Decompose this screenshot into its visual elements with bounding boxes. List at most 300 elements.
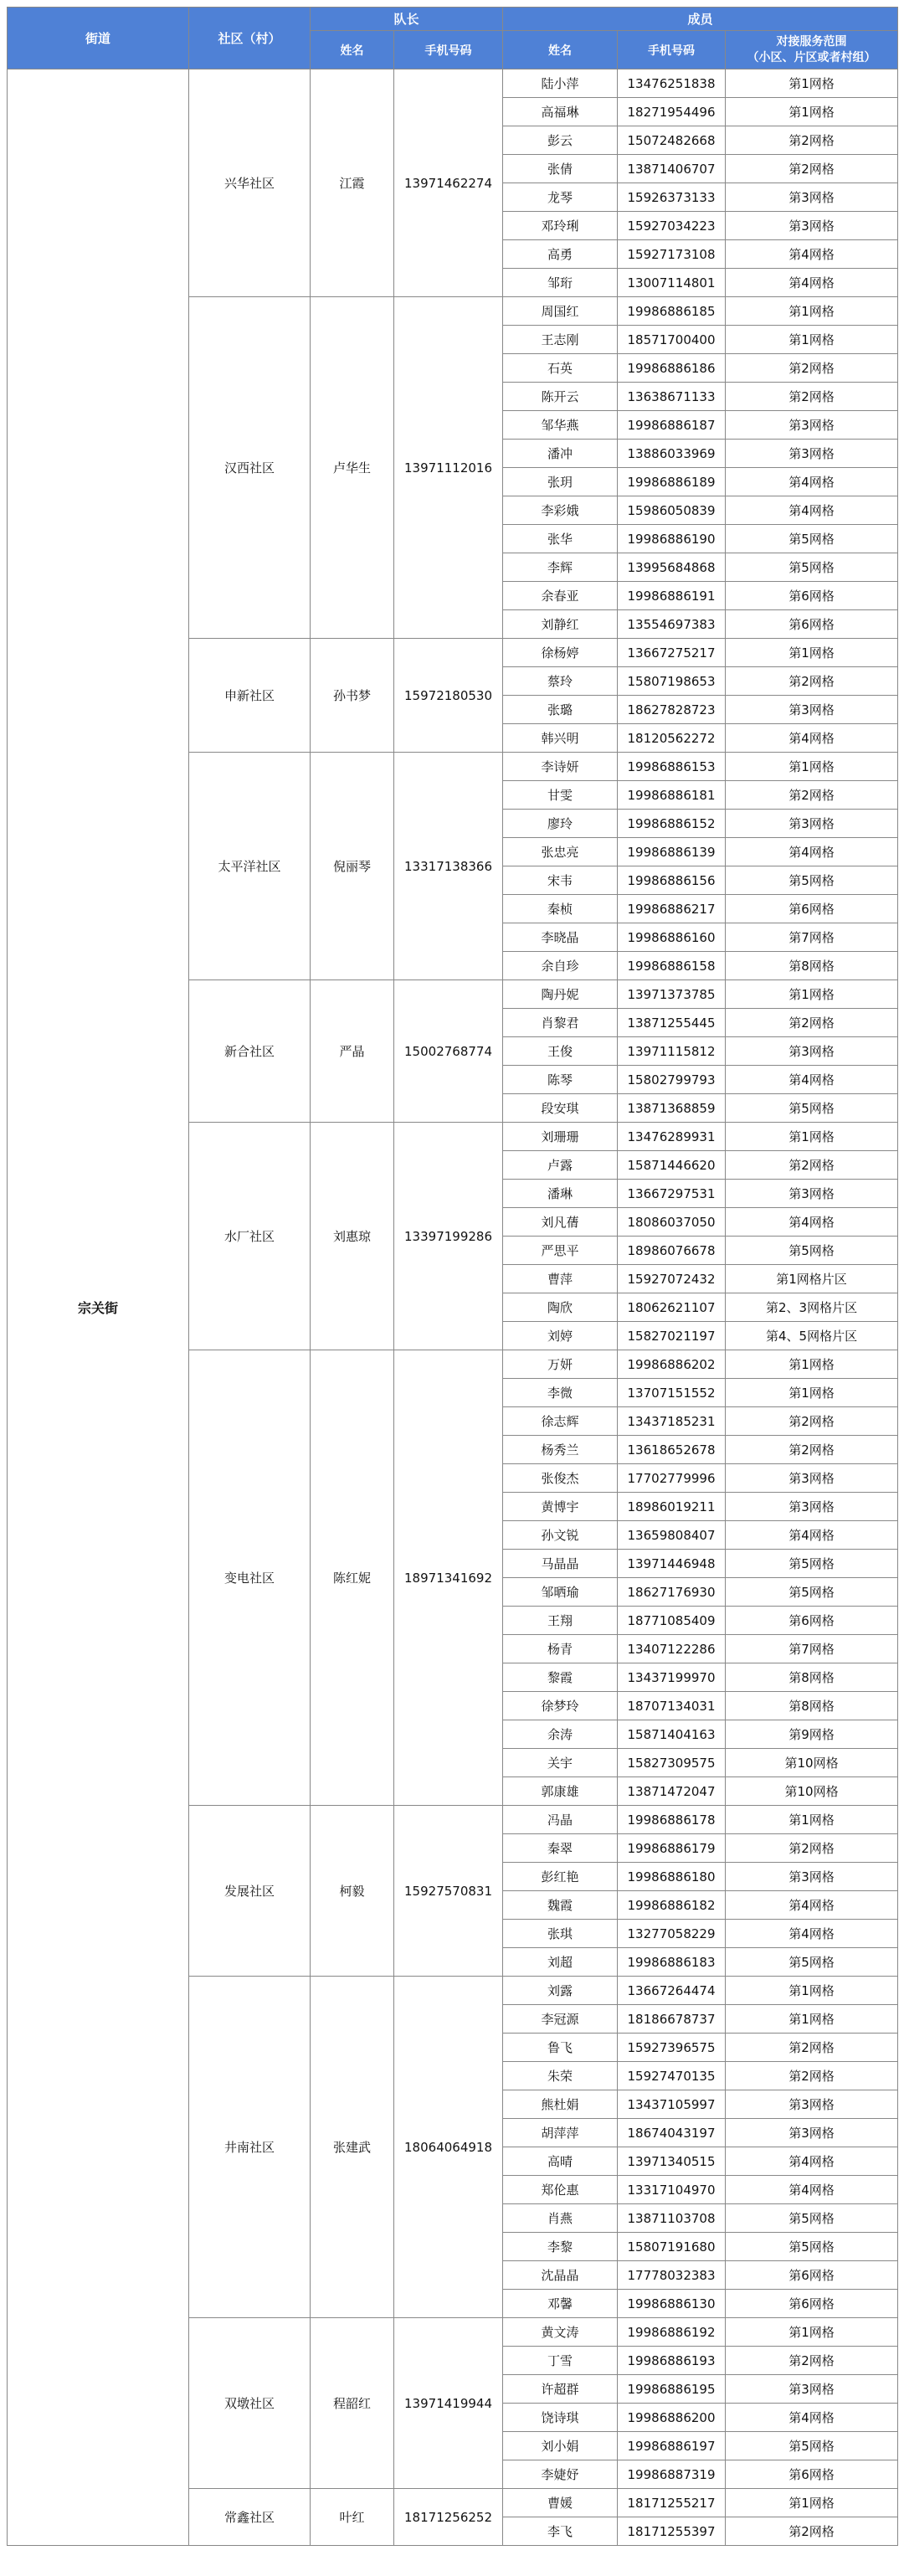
- member-phone: 13667297531: [618, 1180, 726, 1208]
- header-community: 社区（村）: [189, 8, 311, 69]
- member-name: 徐杨婷: [503, 639, 618, 667]
- member-phone: 13618652678: [618, 1436, 726, 1464]
- member-scope: 第2网格: [726, 2062, 898, 2090]
- member-name: 李飞: [503, 2517, 618, 2546]
- member-phone: 13554697383: [618, 610, 726, 639]
- community-name: 申新社区: [189, 639, 311, 753]
- member-phone: 13995684868: [618, 553, 726, 582]
- member-phone: 13886033969: [618, 440, 726, 468]
- member-scope: 第5网格: [726, 553, 898, 582]
- member-scope: 第4网格: [726, 2147, 898, 2176]
- member-scope: 第6网格: [726, 1607, 898, 1635]
- member-phone: 13971340515: [618, 2147, 726, 2176]
- member-phone: 15802799793: [618, 1066, 726, 1094]
- member-phone: 18171255217: [618, 2489, 726, 2517]
- member-name: 杨青: [503, 1635, 618, 1663]
- member-name: 高勇: [503, 240, 618, 269]
- member-name: 万妍: [503, 1350, 618, 1379]
- member-name: 彭云: [503, 126, 618, 155]
- member-phone: 13971373785: [618, 980, 726, 1009]
- member-phone: 18271954496: [618, 98, 726, 126]
- member-phone: 15927034223: [618, 212, 726, 240]
- member-scope: 第3网格: [726, 2090, 898, 2119]
- member-phone: 15807191680: [618, 2233, 726, 2261]
- member-scope: 第2网格: [726, 155, 898, 183]
- member-phone: 13871368859: [618, 1094, 726, 1123]
- member-scope: 第3网格: [726, 1493, 898, 1521]
- member-phone: 18571700400: [618, 326, 726, 354]
- member-name: 李黎: [503, 2233, 618, 2261]
- member-scope: 第2、3网格片区: [726, 1293, 898, 1322]
- member-name: 周国红: [503, 297, 618, 326]
- member-scope: 第3网格: [726, 440, 898, 468]
- member-scope: 第2网格: [726, 126, 898, 155]
- member-scope: 第1网格片区: [726, 1265, 898, 1293]
- member-scope: 第2网格: [726, 1151, 898, 1180]
- member-scope: 第3网格: [726, 1863, 898, 1891]
- member-scope: 第3网格: [726, 212, 898, 240]
- member-name: 蔡玲: [503, 667, 618, 696]
- member-phone: 15807198653: [618, 667, 726, 696]
- member-scope: 第3网格: [726, 1180, 898, 1208]
- member-scope: 第1网格: [726, 69, 898, 98]
- member-name: 沈晶晶: [503, 2261, 618, 2290]
- member-scope: 第1网格: [726, 753, 898, 781]
- member-scope: 第3网格: [726, 183, 898, 212]
- member-phone: 18771085409: [618, 1607, 726, 1635]
- member-scope: 第4网格: [726, 1066, 898, 1094]
- header-member-scope: [726, 31, 898, 69]
- header-captain-name: 姓名: [311, 31, 394, 69]
- member-phone: 18186678737: [618, 2005, 726, 2034]
- member-name: 杨秀兰: [503, 1436, 618, 1464]
- community-name: 新合社区: [189, 980, 311, 1123]
- member-scope: 第1网格: [726, 1350, 898, 1379]
- member-name: 刘凡蒨: [503, 1208, 618, 1237]
- member-scope: 第6网格: [726, 2290, 898, 2318]
- member-phone: 19986886183: [618, 1948, 726, 1977]
- member-name: 陶欣: [503, 1293, 618, 1322]
- member-scope: 第8网格: [726, 1692, 898, 1720]
- member-phone: 15871446620: [618, 1151, 726, 1180]
- member-phone: 19986886186: [618, 354, 726, 383]
- captain-name: 刘惠琼: [311, 1123, 394, 1350]
- member-phone: 19986887319: [618, 2460, 726, 2489]
- captain-name: 陈红妮: [311, 1350, 394, 1806]
- member-scope: 第4网格: [726, 1891, 898, 1920]
- member-name: 余春亚: [503, 582, 618, 610]
- header-members: 成员: [503, 8, 898, 31]
- member-scope: 第10网格: [726, 1777, 898, 1806]
- captain-name: 张建武: [311, 1977, 394, 2318]
- member-name: 张倩: [503, 155, 618, 183]
- street-name: 宗关街: [8, 69, 189, 2546]
- member-phone: 19986886182: [618, 1891, 726, 1920]
- member-name: 龙琴: [503, 183, 618, 212]
- member-phone: 19986886197: [618, 2432, 726, 2460]
- member-phone: 13667275217: [618, 639, 726, 667]
- member-name: 陆小萍: [503, 69, 618, 98]
- captain-name: 叶红: [311, 2489, 394, 2546]
- member-name: 徐梦玲: [503, 1692, 618, 1720]
- member-name: 刘静红: [503, 610, 618, 639]
- member-phone: 13437199970: [618, 1663, 726, 1692]
- community-name: 汉西社区: [189, 297, 311, 639]
- member-scope: 第5网格: [726, 2233, 898, 2261]
- member-phone: 19986886139: [618, 838, 726, 866]
- member-scope: 第5网格: [726, 1550, 898, 1578]
- member-scope: 第1网格: [726, 1806, 898, 1834]
- member-name: 刘小娟: [503, 2432, 618, 2460]
- member-phone: 18120562272: [618, 724, 726, 753]
- member-phone: 19986886193: [618, 2347, 726, 2375]
- member-name: 卢露: [503, 1151, 618, 1180]
- member-name: 李彩娥: [503, 496, 618, 525]
- captain-name: 卢华生: [311, 297, 394, 639]
- member-name: 孙文锐: [503, 1521, 618, 1550]
- member-name: 李冠源: [503, 2005, 618, 2034]
- member-scope: 第1网格: [726, 1977, 898, 2005]
- table-header: [8, 8, 898, 69]
- member-name: 关宇: [503, 1749, 618, 1777]
- captain-phone: 15927570831: [394, 1806, 503, 1977]
- member-scope: 第2网格: [726, 1436, 898, 1464]
- member-phone: 15827309575: [618, 1749, 726, 1777]
- member-name: 李晓晶: [503, 923, 618, 952]
- member-scope: 第6网格: [726, 610, 898, 639]
- member-name: 马晶晶: [503, 1550, 618, 1578]
- member-name: 王翔: [503, 1607, 618, 1635]
- member-name: 陈开云: [503, 383, 618, 411]
- member-name: 丁雪: [503, 2347, 618, 2375]
- captain-phone: 13971462274: [394, 69, 503, 297]
- member-scope: 第4网格: [726, 2404, 898, 2432]
- captain-name: 柯毅: [311, 1806, 394, 1977]
- header-member-phone: 手机号码: [618, 31, 726, 69]
- member-phone: 13971446948: [618, 1550, 726, 1578]
- member-scope: 第2网格: [726, 667, 898, 696]
- member-phone: 13007114801: [618, 269, 726, 297]
- captain-phone: 18171256252: [394, 2489, 503, 2546]
- member-scope: 第3网格: [726, 696, 898, 724]
- member-scope: 第2网格: [726, 781, 898, 810]
- member-phone: 13871472047: [618, 1777, 726, 1806]
- member-name: 段安琪: [503, 1094, 618, 1123]
- member-phone: 19986886181: [618, 781, 726, 810]
- member-scope: 第1网格: [726, 2489, 898, 2517]
- member-name: 邹晒瑜: [503, 1578, 618, 1607]
- table-body: [8, 69, 898, 2546]
- member-name: 李诗妍: [503, 753, 618, 781]
- member-name: 潘琳: [503, 1180, 618, 1208]
- member-phone: 19986886189: [618, 468, 726, 496]
- member-phone: 19986886195: [618, 2375, 726, 2404]
- member-phone: 19986886190: [618, 525, 726, 553]
- member-scope: 第5网格: [726, 2204, 898, 2233]
- captain-phone: 13397199286: [394, 1123, 503, 1350]
- community-name: 双墩社区: [189, 2318, 311, 2489]
- member-scope: 第3网格: [726, 1464, 898, 1493]
- header-scope-line2: （小区、片区或者村组）: [747, 50, 876, 64]
- member-scope: 第7网格: [726, 1635, 898, 1663]
- member-name: 邓玲琍: [503, 212, 618, 240]
- member-phone: 13871255445: [618, 1009, 726, 1037]
- member-phone: 13277058229: [618, 1920, 726, 1948]
- member-phone: 13638671133: [618, 383, 726, 411]
- table-row: [8, 69, 898, 98]
- member-scope: 第3网格: [726, 2375, 898, 2404]
- member-name: 韩兴明: [503, 724, 618, 753]
- member-phone: 15927173108: [618, 240, 726, 269]
- member-phone: 19986886179: [618, 1834, 726, 1863]
- member-name: 魏霞: [503, 1891, 618, 1920]
- member-name: 胡萍萍: [503, 2119, 618, 2147]
- captain-name: 程韶红: [311, 2318, 394, 2489]
- member-name: 冯晶: [503, 1806, 618, 1834]
- member-phone: 18674043197: [618, 2119, 726, 2147]
- member-scope: 第1网格: [726, 980, 898, 1009]
- member-name: 秦桢: [503, 895, 618, 923]
- member-phone: 15072482668: [618, 126, 726, 155]
- captain-phone: 15002768774: [394, 980, 503, 1123]
- member-name: 肖燕: [503, 2204, 618, 2233]
- member-phone: 19986886160: [618, 923, 726, 952]
- member-phone: 19986886202: [618, 1350, 726, 1379]
- member-name: 余涛: [503, 1720, 618, 1749]
- header-scope-line1: 对接服务范围: [776, 34, 847, 49]
- member-scope: 第2网格: [726, 1834, 898, 1863]
- member-phone: 13437105997: [618, 2090, 726, 2119]
- captain-phone: 13317138366: [394, 753, 503, 980]
- member-scope: 第1网格: [726, 1379, 898, 1407]
- member-name: 黄博宇: [503, 1493, 618, 1521]
- member-phone: 13659808407: [618, 1521, 726, 1550]
- member-phone: 17702779996: [618, 1464, 726, 1493]
- header-street: 街道: [8, 8, 189, 69]
- captain-phone: 13971419944: [394, 2318, 503, 2489]
- member-name: 郑伦惠: [503, 2176, 618, 2204]
- member-phone: 13707151552: [618, 1379, 726, 1407]
- member-scope: 第4网格: [726, 1208, 898, 1237]
- member-phone: 19986886192: [618, 2318, 726, 2347]
- member-name: 邹珩: [503, 269, 618, 297]
- member-phone: 19986886217: [618, 895, 726, 923]
- member-name: 黄文涛: [503, 2318, 618, 2347]
- member-scope: 第4网格: [726, 2176, 898, 2204]
- member-scope: 第2网格: [726, 383, 898, 411]
- member-name: 张忠亮: [503, 838, 618, 866]
- member-scope: 第5网格: [726, 525, 898, 553]
- member-scope: 第1网格: [726, 1123, 898, 1151]
- member-scope: 第6网格: [726, 2261, 898, 2290]
- member-scope: 第4网格: [726, 269, 898, 297]
- member-scope: 第2网格: [726, 2347, 898, 2375]
- member-scope: 第6网格: [726, 2460, 898, 2489]
- grid-staff-table: [7, 7, 898, 2546]
- member-scope: 第1网格: [726, 2005, 898, 2034]
- member-scope: 第3网格: [726, 1037, 898, 1066]
- member-name: 石英: [503, 354, 618, 383]
- member-name: 许超群: [503, 2375, 618, 2404]
- member-name: 肖黎君: [503, 1009, 618, 1037]
- member-name: 高福琳: [503, 98, 618, 126]
- community-name: 水厂社区: [189, 1123, 311, 1350]
- member-scope: 第4网格: [726, 496, 898, 525]
- member-scope: 第6网格: [726, 582, 898, 610]
- member-scope: 第4网格: [726, 838, 898, 866]
- member-scope: 第1网格: [726, 98, 898, 126]
- member-phone: 19986886178: [618, 1806, 726, 1834]
- member-name: 陈琴: [503, 1066, 618, 1094]
- member-scope: 第8网格: [726, 1663, 898, 1692]
- member-scope: 第9网格: [726, 1720, 898, 1749]
- member-scope: 第1网格: [726, 297, 898, 326]
- member-scope: 第2网格: [726, 2034, 898, 2062]
- member-phone: 13667264474: [618, 1977, 726, 2005]
- member-phone: 18707134031: [618, 1692, 726, 1720]
- member-name: 高晴: [503, 2147, 618, 2176]
- member-name: 张琪: [503, 1920, 618, 1948]
- member-phone: 18062621107: [618, 1293, 726, 1322]
- member-name: 熊杜娟: [503, 2090, 618, 2119]
- member-phone: 18986019211: [618, 1493, 726, 1521]
- header-member-name: 姓名: [503, 31, 618, 69]
- member-phone: 18171255397: [618, 2517, 726, 2546]
- member-scope: 第6网格: [726, 895, 898, 923]
- member-phone: 19986886180: [618, 1863, 726, 1891]
- member-scope: 第2网格: [726, 1009, 898, 1037]
- member-phone: 15827021197: [618, 1322, 726, 1350]
- member-scope: 第5网格: [726, 866, 898, 895]
- member-phone: 19986886158: [618, 952, 726, 980]
- member-scope: 第4网格: [726, 468, 898, 496]
- member-phone: 19986886187: [618, 411, 726, 440]
- member-scope: 第2网格: [726, 1407, 898, 1436]
- member-scope: 第4网格: [726, 1920, 898, 1948]
- member-phone: 15927072432: [618, 1265, 726, 1293]
- captain-phone: 15972180530: [394, 639, 503, 753]
- member-scope: 第5网格: [726, 1094, 898, 1123]
- member-name: 刘露: [503, 1977, 618, 2005]
- member-name: 刘超: [503, 1948, 618, 1977]
- member-name: 廖玲: [503, 810, 618, 838]
- community-name: 变电社区: [189, 1350, 311, 1806]
- member-phone: 17778032383: [618, 2261, 726, 2290]
- member-name: 李辉: [503, 553, 618, 582]
- member-scope: 第3网格: [726, 810, 898, 838]
- member-name: 曹萍: [503, 1265, 618, 1293]
- captain-phone: 18064064918: [394, 1977, 503, 2318]
- member-phone: 15927470135: [618, 2062, 726, 2090]
- member-scope: 第4网格: [726, 240, 898, 269]
- member-name: 彭红艳: [503, 1863, 618, 1891]
- member-name: 徐志辉: [503, 1407, 618, 1436]
- member-phone: 18627828723: [618, 696, 726, 724]
- member-scope: 第4网格: [726, 724, 898, 753]
- member-scope: 第10网格: [726, 1749, 898, 1777]
- captain-phone: 18971341692: [394, 1350, 503, 1806]
- member-phone: 19986886130: [618, 2290, 726, 2318]
- member-phone: 19986886152: [618, 810, 726, 838]
- captain-phone: 13971112016: [394, 297, 503, 639]
- member-phone: 13476289931: [618, 1123, 726, 1151]
- member-phone: 15926373133: [618, 183, 726, 212]
- community-name: 兴华社区: [189, 69, 311, 297]
- community-name: 井南社区: [189, 1977, 311, 2318]
- member-name: 潘冲: [503, 440, 618, 468]
- member-phone: 13971115812: [618, 1037, 726, 1066]
- captain-name: 江霞: [311, 69, 394, 297]
- member-name: 宋韦: [503, 866, 618, 895]
- member-name: 甘雯: [503, 781, 618, 810]
- member-name: 秦翠: [503, 1834, 618, 1863]
- captain-name: 倪丽琴: [311, 753, 394, 980]
- member-scope: 第4网格: [726, 1521, 898, 1550]
- member-scope: 第1网格: [726, 639, 898, 667]
- member-name: 曹媛: [503, 2489, 618, 2517]
- member-phone: 19986886200: [618, 2404, 726, 2432]
- member-scope: 第7网格: [726, 923, 898, 952]
- member-name: 邓馨: [503, 2290, 618, 2318]
- community-name: 太平洋社区: [189, 753, 311, 980]
- member-name: 王俊: [503, 1037, 618, 1066]
- member-name: 严思平: [503, 1237, 618, 1265]
- member-phone: 19986886156: [618, 866, 726, 895]
- member-phone: 13437185231: [618, 1407, 726, 1436]
- member-phone: 19986886191: [618, 582, 726, 610]
- member-scope: 第5网格: [726, 2432, 898, 2460]
- captain-name: 严晶: [311, 980, 394, 1123]
- member-name: 饶诗琪: [503, 2404, 618, 2432]
- member-scope: 第5网格: [726, 1948, 898, 1977]
- member-phone: 18986076678: [618, 1237, 726, 1265]
- member-name: 余自珍: [503, 952, 618, 980]
- member-name: 陶丹妮: [503, 980, 618, 1009]
- community-name: 常鑫社区: [189, 2489, 311, 2546]
- member-name: 鲁飞: [503, 2034, 618, 2062]
- member-phone: 19986886153: [618, 753, 726, 781]
- header-captain-phone: 手机号码: [394, 31, 503, 69]
- captain-name: 孙书梦: [311, 639, 394, 753]
- member-phone: 18627176930: [618, 1578, 726, 1607]
- header-captain: 队长: [311, 8, 503, 31]
- member-name: 李婕妤: [503, 2460, 618, 2489]
- community-name: 发展社区: [189, 1806, 311, 1977]
- member-phone: 13476251838: [618, 69, 726, 98]
- member-phone: 13871406707: [618, 155, 726, 183]
- member-name: 刘婷: [503, 1322, 618, 1350]
- member-phone: 13317104970: [618, 2176, 726, 2204]
- member-name: 李微: [503, 1379, 618, 1407]
- member-scope: 第1网格: [726, 2318, 898, 2347]
- member-scope: 第3网格: [726, 2119, 898, 2147]
- member-scope: 第3网格: [726, 411, 898, 440]
- member-name: 王志刚: [503, 326, 618, 354]
- member-name: 刘珊珊: [503, 1123, 618, 1151]
- member-phone: 15986050839: [618, 496, 726, 525]
- member-scope: 第2网格: [726, 2517, 898, 2546]
- member-name: 张华: [503, 525, 618, 553]
- member-scope: 第5网格: [726, 1237, 898, 1265]
- member-phone: 15871404163: [618, 1720, 726, 1749]
- member-name: 张俊杰: [503, 1464, 618, 1493]
- member-name: 黎霞: [503, 1663, 618, 1692]
- member-scope: 第2网格: [726, 354, 898, 383]
- member-phone: 18086037050: [618, 1208, 726, 1237]
- member-scope: 第5网格: [726, 1578, 898, 1607]
- member-phone: 15927396575: [618, 2034, 726, 2062]
- member-name: 邹华燕: [503, 411, 618, 440]
